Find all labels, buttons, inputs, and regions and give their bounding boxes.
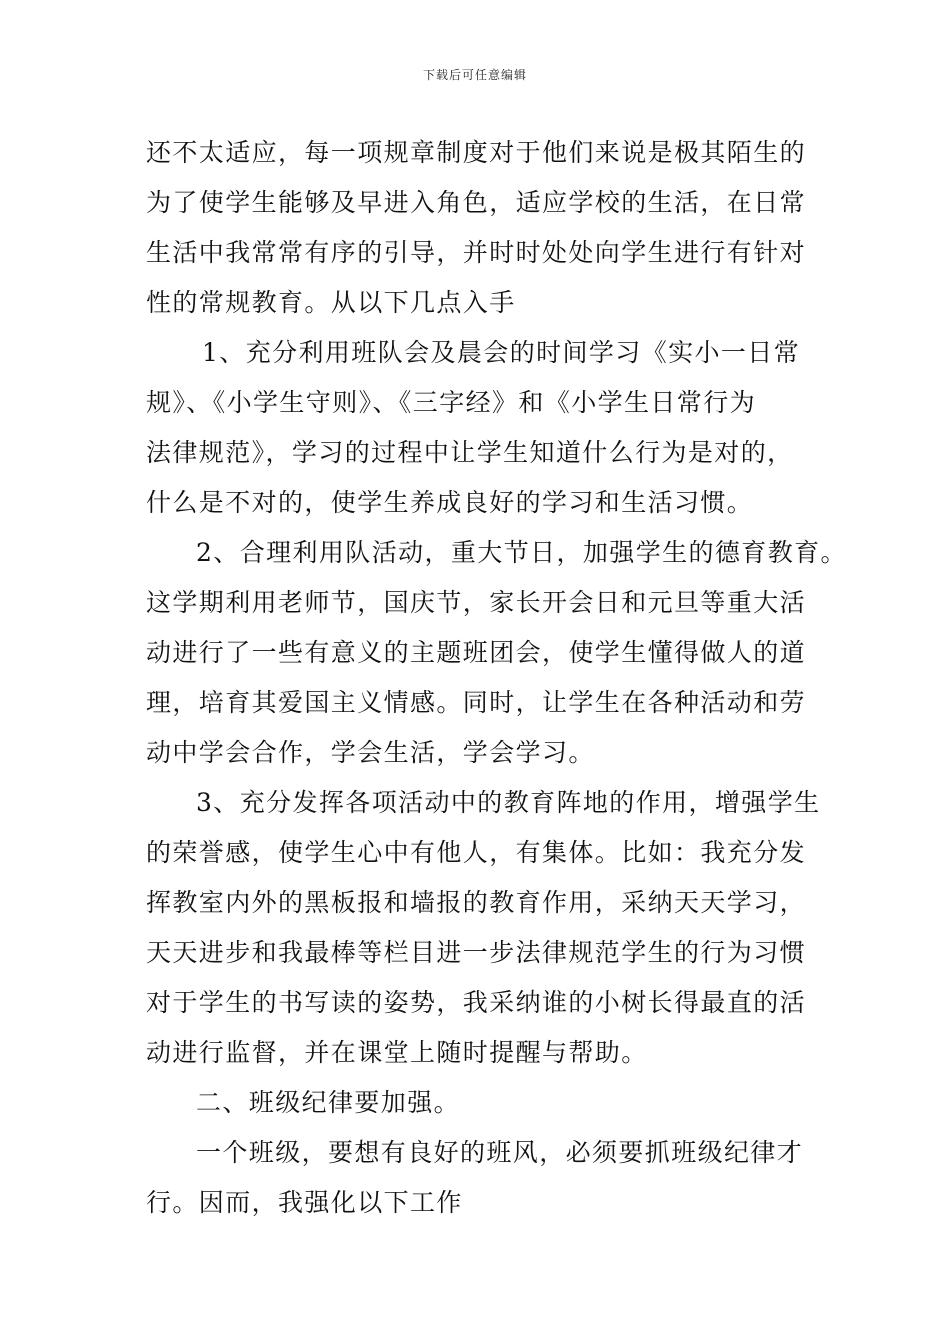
text-line-item-2-start: 2、合理利用队活动，重大节日，加强学生的德育教育。 [196, 538, 847, 567]
text-line: 什么是不对的，使学生养成良好的学习和生活习惯。 [146, 488, 754, 517]
text-line: 这学期利用老师节，国庆节，家长开会日和元旦等重大活 [146, 588, 807, 617]
text-line: 动中学会合作，学会生活，学会学习。 [146, 738, 595, 767]
text-line: 行。因而，我强化以下工作 [146, 1188, 463, 1217]
text-line: 动进行监督，并在课堂上随时提醒与帮助。 [146, 1038, 648, 1067]
text-line: 理，培育其爱国主义情感。同时，让学生在各种活动和劳 [146, 688, 807, 717]
text-line: 规》、《小学生守则》、《三字经》和《小学生日常行为 [146, 388, 757, 417]
text-line: 法律规范》，学习的过程中让学生知道什么行为是对的， [146, 438, 794, 467]
text-line: 还不太适应，每一项规章制度对于他们来说是极其陌生的 [146, 138, 807, 167]
text-line: 为了使学生能够及早进入角色，适应学校的生活，在日常 [146, 188, 807, 217]
text-line: 挥教室内外的黑板报和墙报的教育作用，采纳天天学习， [146, 888, 807, 917]
text-line: 动进行了一些有意义的主题班团会，使学生懂得做人的道 [146, 638, 807, 667]
document-body [146, 128, 846, 1228]
text-line: 性的常规教育。从以下几点入手 [146, 288, 516, 317]
section-heading: 二、班级纪律要加强。 [196, 1088, 461, 1117]
text-line-item-3-start: 3、充分发挥各项活动中的教育阵地的作用，增强学生 [196, 788, 821, 817]
text-line: 天天进步和我最棒等栏目进一步法律规范学生的行为习惯 [146, 938, 807, 967]
text-line: 的荣誉感，使学生心中有他人，有集体。比如：我充分发 [146, 838, 807, 867]
text-line-item-1-start: 1、充分利用班队会及晨会的时间学习《实小一日常 [202, 338, 801, 367]
text-line-paragraph-start: 一个班级，要想有良好的班风，必须要抓班级纪律才 [196, 1138, 804, 1167]
text-line: 对于学生的书写读的姿势，我采纳谁的小树长得最直的活 [146, 988, 807, 1017]
page-header: 下载后可任意编辑 [422, 68, 527, 82]
text-line: 生活中我常常有序的引导，并时时处处向学生进行有针对 [146, 238, 807, 267]
